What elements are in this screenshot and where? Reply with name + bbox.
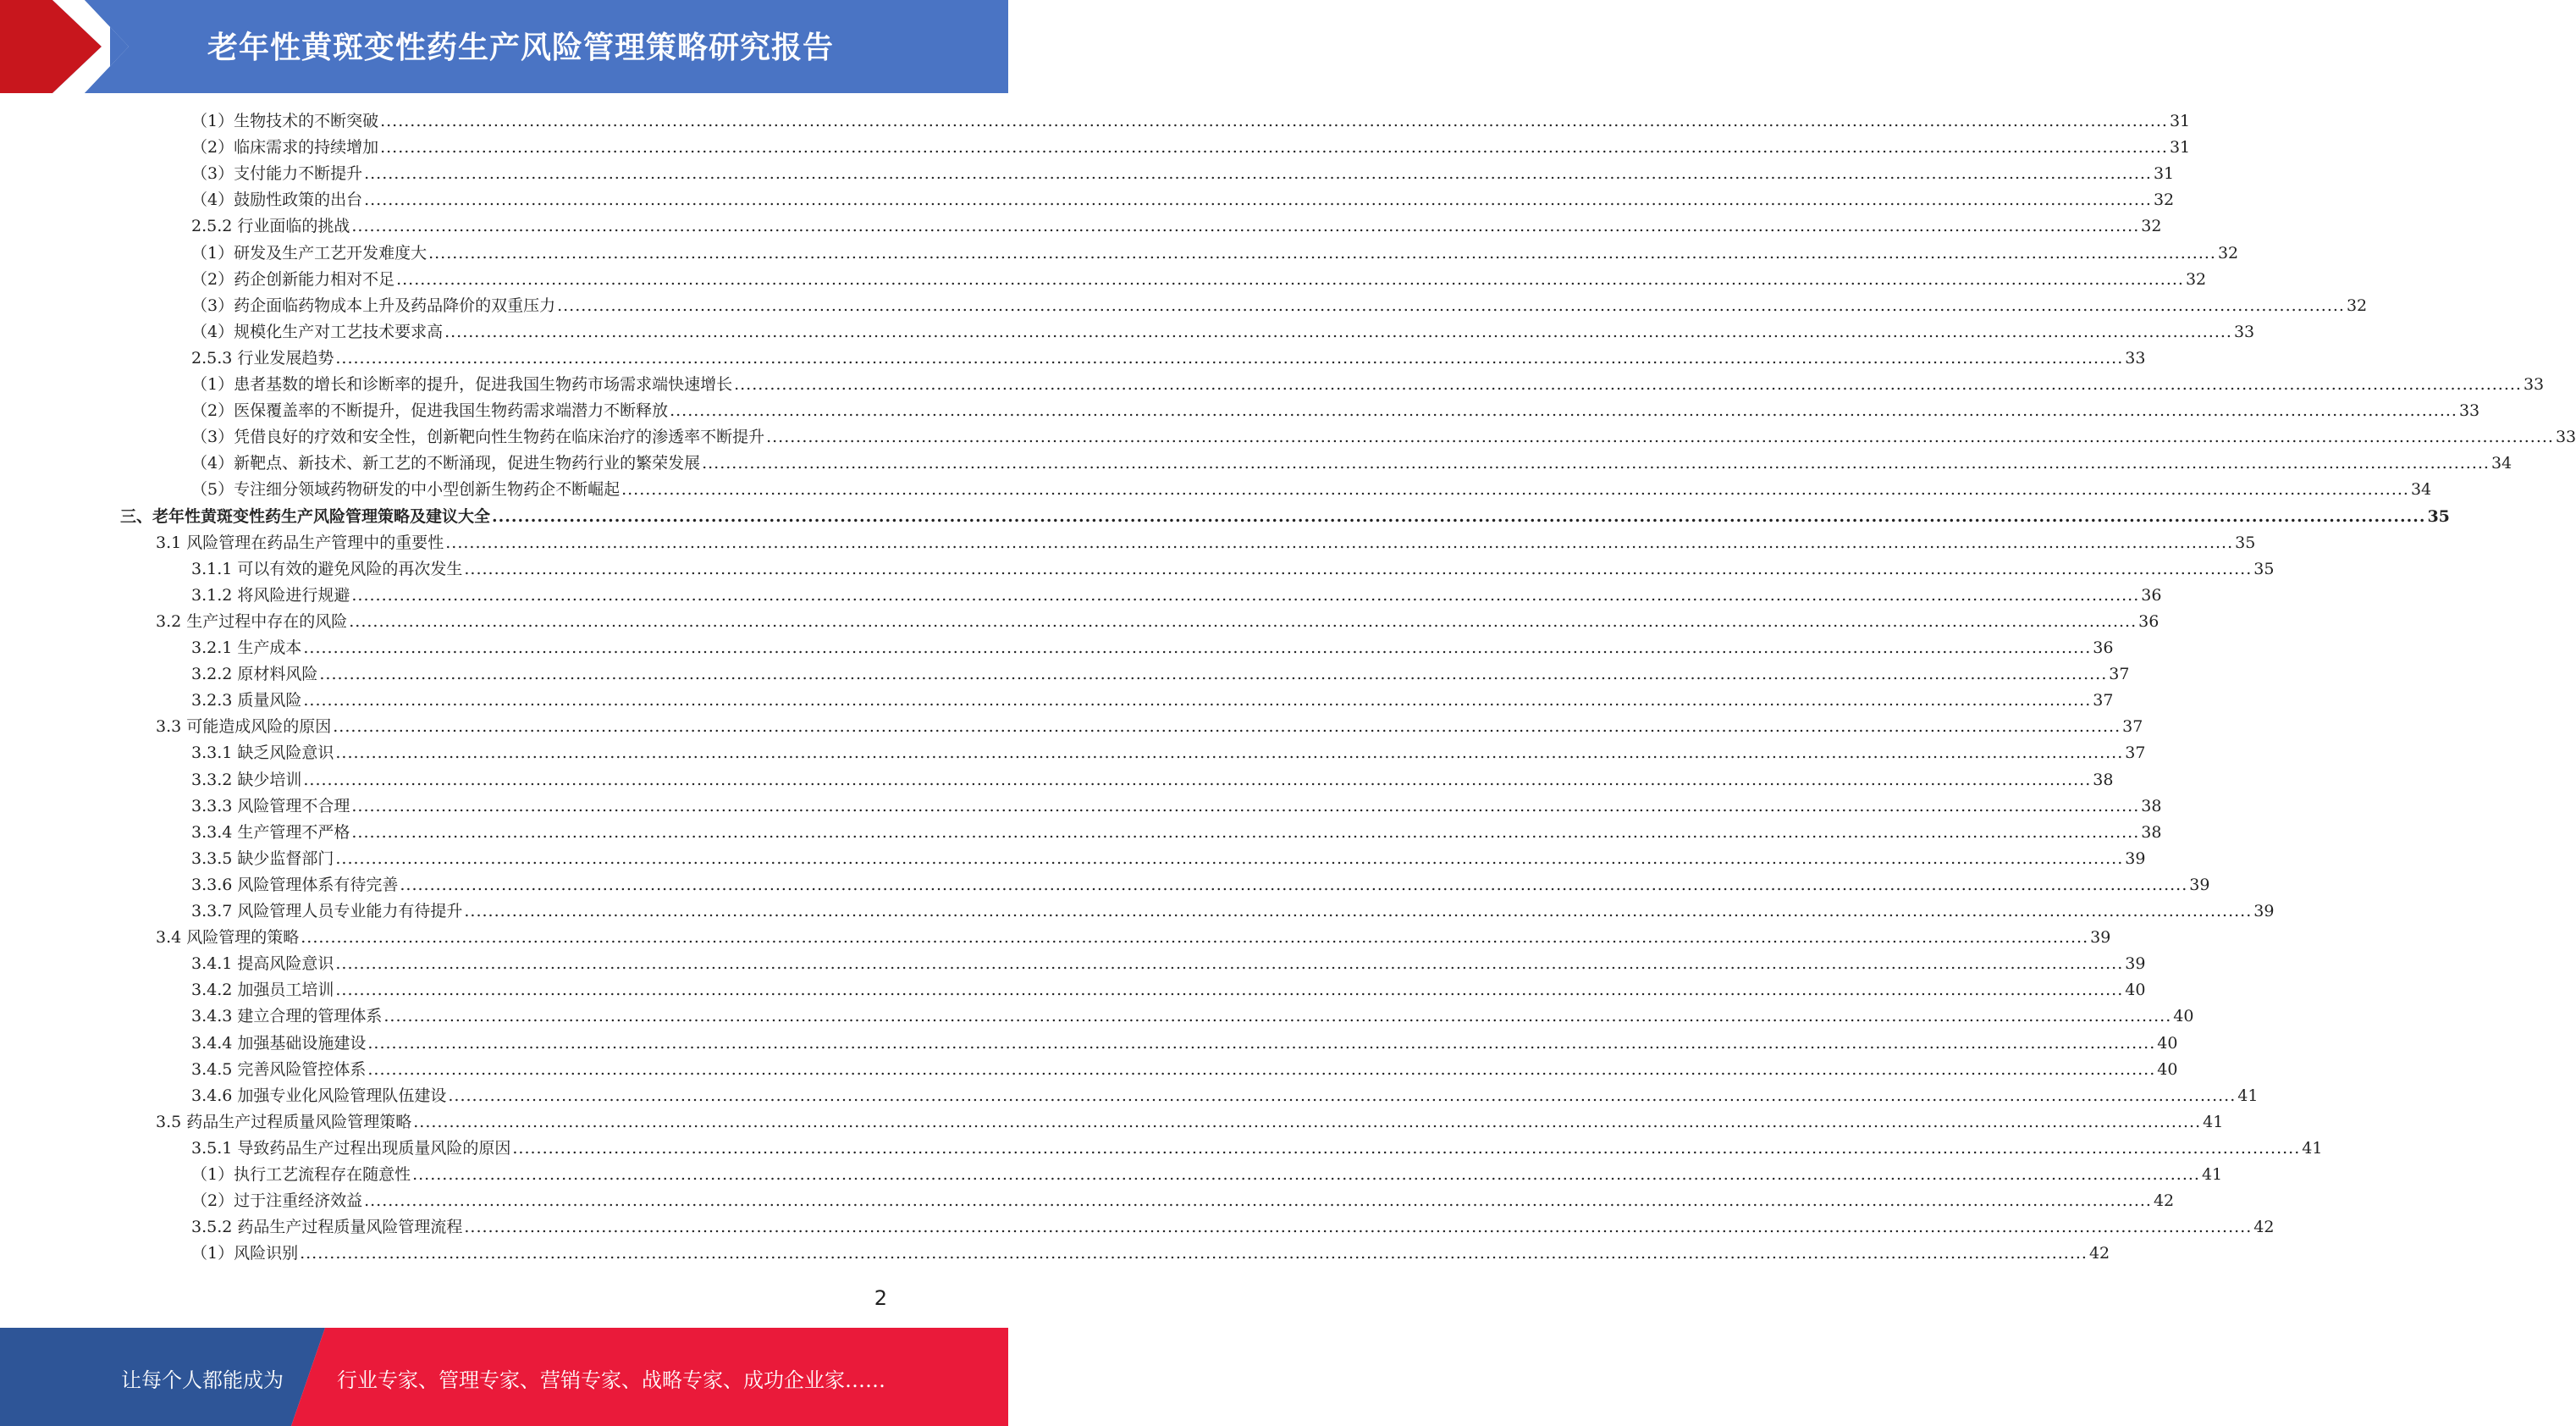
toc-entry-title: 3.3.6 风险管理体系有待完善 [191,875,399,894]
toc-entry-title: 3.3.2 缺少培训 [191,770,302,789]
toc-leader-dots: ............................................................................................................................................................................................................................................................................................................ [364,191,2152,210]
toc-leader-dots: ............................................................................................................................................................................................................................................................................................................ [303,638,2092,657]
toc-entry-title: 3.4.6 加强专业化风险管理队伍建设 [191,1086,447,1105]
toc-entry[interactable] [191,267,2207,293]
toc-entry-page: 31 [2169,112,2191,130]
toc-entry[interactable] [191,661,2130,688]
toc-leader-dots: ............................................................................................................................................................................................................................................................................................................ [303,691,2092,710]
toc-entry-page: 41 [2201,1165,2223,1184]
toc-entry-title: （4）鼓励性政策的出台 [191,191,363,210]
toc-entry-title: 2.5.2 行业面临的挑战 [191,217,350,236]
toc-leader-dots: ............................................................................................................................................................................................................................................................................................................ [303,770,2092,789]
toc-entry-page: 31 [2153,164,2175,184]
toc-entry[interactable] [191,108,2191,135]
toc-entry-title: （3）凭借良好的疗效和安全性，创新靶向性生物药在临床治疗的渗透率不断提升 [191,428,765,447]
toc-entry-page: 39 [2189,875,2210,894]
toc-entry-title: （3）支付能力不断提升 [191,164,363,184]
toc-entry-page: 40 [2173,1007,2194,1026]
toc-entry-title: 3.1 风险管理在药品生产管理中的重要性 [156,533,444,552]
toc-entry-title: 3.2.1 生产成本 [191,638,302,657]
toc-leader-dots: ............................................................................................................................................................................................................................................................................................................ [367,1059,2156,1079]
toc-leader-dots: ............................................................................................................................................................................................................................................................................................................ [444,322,2232,341]
toc-entry-page: 32 [2185,269,2207,289]
toc-entry[interactable] [191,213,2162,240]
toc-leader-dots: ............................................................................................................................................................................................................................................................................................................ [335,743,2124,763]
toc-entry-title: （5）专注细分领域药物研发的中小型创新生物药企不断崛起 [191,480,621,500]
toc-entry[interactable] [191,951,2146,977]
toc-leader-dots: ............................................................................................................................................................................................................................................................................................................ [734,375,2522,394]
toc-entry-title: （4）新靶点、新技术、新工艺的不断涌现，促进生物药行业的繁荣发展 [191,454,701,473]
toc-entry-title: 3.2.2 原材料风险 [191,665,318,684]
toc-entry-title: 3.2 生产过程中存在的风险 [156,611,348,631]
toc-entry-page: 36 [2093,638,2114,657]
toc-entry[interactable] [156,530,2256,556]
toc-entry[interactable] [191,398,2480,424]
toc-entry-title: 3.3.5 缺少监督部门 [191,848,334,868]
toc-entry[interactable] [191,1214,2275,1241]
toc-leader-dots: ............................................................................................................................................................................................................................................................................................................ [492,506,2426,526]
toc-entry-page: 39 [2125,848,2146,868]
toc-leader-dots: ............................................................................................................................................................................................................................................................................................................ [621,480,2409,500]
toc-entry-page: 42 [2253,1218,2275,1237]
toc-entry[interactable] [191,240,2239,267]
toc-entry-page: 37 [2093,691,2114,710]
toc-leader-dots: ............................................................................................................................................................................................................................................................................................................ [428,243,2216,263]
toc-entry[interactable] [191,1057,2178,1083]
toc-leader-dots: ............................................................................................................................................................................................................................................................................................................ [448,1086,2237,1105]
toc-entry-page: 32 [2217,243,2239,263]
toc-leader-dots: ............................................................................................................................................................................................................................................................................................................ [766,428,2554,447]
toc-leader-dots: ............................................................................................................................................................................................................................................................................................................ [412,1165,2200,1184]
toc-leader-dots: ............................................................................................................................................................................................................................................................................................................ [396,269,2184,289]
toc-entry-page: 32 [2346,296,2368,315]
page-header [0,0,1008,93]
toc-leader-dots: ............................................................................................................................................................................................................................................................................................................ [380,112,2168,130]
toc-leader-dots: ............................................................................................................................................................................................................................................................................................................ [349,611,2137,631]
toc-entry-title: 3.3.3 风险管理不合理 [191,796,350,815]
toc-entry-title: 2.5.3 行业发展趋势 [191,348,334,368]
toc-leader-dots: ............................................................................................................................................................................................................................................................................................................ [351,217,2140,236]
toc-entry[interactable] [191,372,2545,398]
toc-entry-page: 33 [2458,401,2480,421]
toc-entry[interactable] [156,609,2160,635]
toc-leader-dots: ............................................................................................................................................................................................................................................................................................................ [364,164,2152,184]
footer-slogan-right: 行业专家、管理专家、营销专家、战略专家、成功企业家…… [337,1368,885,1392]
toc-leader-dots: ............................................................................................................................................................................................................................................................................................................ [400,875,2188,894]
toc-entry-title: （2）药企创新能力相对不足 [191,269,395,289]
toc-entry[interactable] [191,1188,2175,1214]
toc-entry-page: 42 [2153,1191,2175,1211]
toc-entry[interactable] [191,793,2162,820]
toc-entry-title: （1）生物技术的不断突破 [191,112,379,130]
toc-entry[interactable] [191,740,2146,766]
toc-entry-page: 35 [2253,559,2275,578]
toc-entry[interactable] [191,135,2191,161]
toc-entry-title: （1）患者基数的增长和诊断率的提升，促进我国生物药市场需求端快速增长 [191,375,733,394]
toc-entry-title: 三、老年性黄斑变性药生产风险管理策略及建议大全 [120,506,491,526]
toc-leader-dots: ............................................................................................................................................................................................................................................................................................................ [367,1033,2156,1053]
toc-entry[interactable] [191,1241,2110,1267]
toc-entry-page: 36 [2138,611,2160,631]
toc-entry-page: 41 [2302,1138,2323,1158]
toc-entry[interactable] [191,1162,2223,1188]
toc-leader-dots: ............................................................................................................................................................................................................................................................................................................ [351,796,2140,815]
toc-entry-page: 32 [2141,217,2162,236]
toc-entry-title: 3.4.4 加强基础设施建设 [191,1033,367,1053]
toc-entry-page: 33 [2125,348,2146,368]
toc-entry[interactable] [191,977,2146,1003]
toc-entry[interactable] [191,820,2162,846]
toc-entry-title: 3.3.4 生产管理不严格 [191,822,350,842]
toc-entry-page: 39 [2090,928,2111,948]
toc-entry-page: 32 [2153,191,2175,210]
toc-entry[interactable] [191,767,2114,793]
toc-entry-page: 35 [2427,506,2450,526]
toc-entry-title: （1）研发及生产工艺开发难度大 [191,243,427,263]
toc-leader-dots: ............................................................................................................................................................................................................................................................................................................ [464,1218,2253,1237]
toc-leader-dots: ............................................................................................................................................................................................................................................................................................................ [512,1138,2301,1158]
toc-leader-dots: ............................................................................................................................................................................................................................................................................................................ [464,559,2253,578]
toc-entry-title: （2）医保覆盖率的不断提升，促进我国生物药需求端潜力不断释放 [191,401,669,421]
toc-leader-dots: ............................................................................................................................................................................................................................................................................................................ [351,585,2140,605]
toc-leader-dots: ............................................................................................................................................................................................................................................................................................................ [413,1112,2202,1131]
toc-entry[interactable] [191,424,2576,450]
toc-entry-page: 42 [2088,1244,2110,1263]
toc-leader-dots: ............................................................................................................................................................................................................................................................................................................ [300,1244,2088,1263]
toc-leader-dots: ............................................................................................................................................................................................................................................................................................................ [445,533,2234,552]
toc-entry-page: 38 [2141,822,2162,842]
toc-entry-title: 3.5 药品生产过程质量风险管理策略 [156,1112,412,1131]
toc-entry[interactable] [156,1109,2224,1136]
toc-entry-title: （1）执行工艺流程存在随意性 [191,1165,411,1184]
toc-leader-dots: ............................................................................................................................................................................................................................................................................................................ [335,348,2124,368]
toc-entry-page: 36 [2141,585,2162,605]
toc-entry[interactable] [156,714,2143,740]
toc-leader-dots: ............................................................................................................................................................................................................................................................................................................ [364,1191,2152,1211]
toc-leader-dots: ............................................................................................................................................................................................................................................................................................................ [670,401,2457,421]
toc-leader-dots: ............................................................................................................................................................................................................................................................................................................ [380,138,2168,158]
toc-leader-dots: ............................................................................................................................................................................................................................................................................................................ [319,665,2108,684]
toc-entry-page: 33 [2555,428,2576,447]
toc-entry-title: 3.4.2 加强员工培训 [191,981,334,1000]
toc-entry-page: 40 [2157,1033,2178,1053]
toc-entry-page: 34 [2491,454,2513,473]
toc-entry-page: 40 [2125,981,2146,1000]
toc-entry[interactable] [191,688,2114,714]
toc-leader-dots: ............................................................................................................................................................................................................................................................................................................ [335,981,2124,1000]
toc-entry-page: 39 [2253,902,2275,920]
toc-entry-title: 3.4.1 提高风险意识 [191,954,334,974]
toc-entry-title: 3.1.2 将风险进行规避 [191,585,350,605]
toc-entry-page: 41 [2237,1086,2259,1105]
toc-leader-dots: ............................................................................................................................................................................................................................................................................................................ [351,822,2140,842]
toc-entry[interactable] [191,898,2275,925]
toc-leader-dots: ............................................................................................................................................................................................................................................................................................................ [335,848,2124,868]
toc-entry[interactable] [191,161,2175,187]
toc-entry[interactable] [191,556,2275,583]
toc-leader-dots: ............................................................................................................................................................................................................................................................................................................ [383,1007,2172,1026]
page-footer [0,1328,1008,1426]
toc-entry[interactable] [191,846,2146,872]
toc-entry-title: （2）临床需求的持续增加 [191,138,379,158]
toc-entry[interactable] [191,319,2255,345]
toc-entry-title: 3.4 风险管理的策略 [156,928,300,948]
report-title: 老年性黄斑变性药生产风险管理策略研究报告 [207,30,835,65]
toc-entry[interactable] [191,635,2114,661]
toc-leader-dots: ............................................................................................................................................................................................................................................................................................................ [335,954,2124,974]
toc-entry-page: 41 [2203,1112,2224,1131]
toc-entry-title: 3.3 可能造成风险的原因 [156,717,332,737]
toc-entry[interactable] [191,583,2162,609]
toc-entry[interactable] [191,477,2432,503]
toc-entry[interactable] [191,450,2513,477]
toc-entry-title: （4）规模化生产对工艺技术要求高 [191,322,444,341]
toc-entry[interactable] [191,1136,2323,1162]
page-number: 2 [874,1286,887,1310]
toc-entry-title: 3.5.2 药品生产过程质量风险管理流程 [191,1218,463,1237]
toc-entry-title: 3.2.3 质量风险 [191,691,302,710]
toc-entry[interactable] [191,1083,2259,1109]
toc-leader-dots: ............................................................................................................................................................................................................................................................................................................ [333,717,2121,737]
toc-entry-page: 34 [2410,480,2432,500]
toc-leader-dots: ............................................................................................................................................................................................................................................................................................................ [702,454,2490,473]
footer-slogan-left: 让每个人都能成为 [121,1368,284,1392]
toc-entry-title: 3.4.5 完善风险管控体系 [191,1059,367,1079]
toc-entry[interactable] [191,1031,2178,1057]
toc-entry-title: 3.3.7 风险管理人员专业能力有待提升 [191,902,463,920]
toc-entry-page: 38 [2093,770,2114,789]
toc-entry-title: 3.5.1 导致药品生产过程出现质量风险的原因 [191,1138,511,1158]
toc-entry[interactable] [191,293,2368,319]
toc-leader-dots: ............................................................................................................................................................................................................................................................................................................ [464,902,2253,920]
toc-entry-title: 3.1.1 可以有效的避免风险的再次发生 [191,559,463,578]
toc-leader-dots: ............................................................................................................................................................................................................................................................................................................ [557,296,2345,315]
toc-entry[interactable] [191,345,2146,372]
toc-entry[interactable] [191,1003,2194,1030]
toc-entry-page: 38 [2141,796,2162,815]
toc-entry-page: 37 [2109,665,2130,684]
toc-entry-page: 37 [2122,717,2143,737]
toc-entry-page: 31 [2169,138,2191,158]
toc-entry[interactable] [191,187,2175,213]
toc-entry-page: 35 [2235,533,2256,552]
toc-entry-page: 40 [2157,1059,2178,1079]
toc-entry-title: 3.3.1 缺乏风险意识 [191,743,334,763]
toc-entry-title: （1）风险识别 [191,1244,299,1263]
toc-leader-dots: ............................................................................................................................................................................................................................................................................................................ [301,928,2089,948]
toc-entry-page: 33 [2523,375,2545,394]
toc-entry-title: （2）过于注重经济效益 [191,1191,363,1211]
toc-entry-title: 3.4.3 建立合理的管理体系 [191,1007,383,1026]
toc-entry[interactable] [191,872,2210,898]
toc-entry-page: 39 [2125,954,2146,974]
toc-entry-title: （3）药企面临药物成本上升及药品降价的双重压力 [191,296,556,315]
toc-entry[interactable] [156,925,2111,951]
toc-entry-page: 37 [2125,743,2146,763]
toc-entry-page: 33 [2233,322,2255,341]
toc-entry[interactable] [120,504,2450,530]
